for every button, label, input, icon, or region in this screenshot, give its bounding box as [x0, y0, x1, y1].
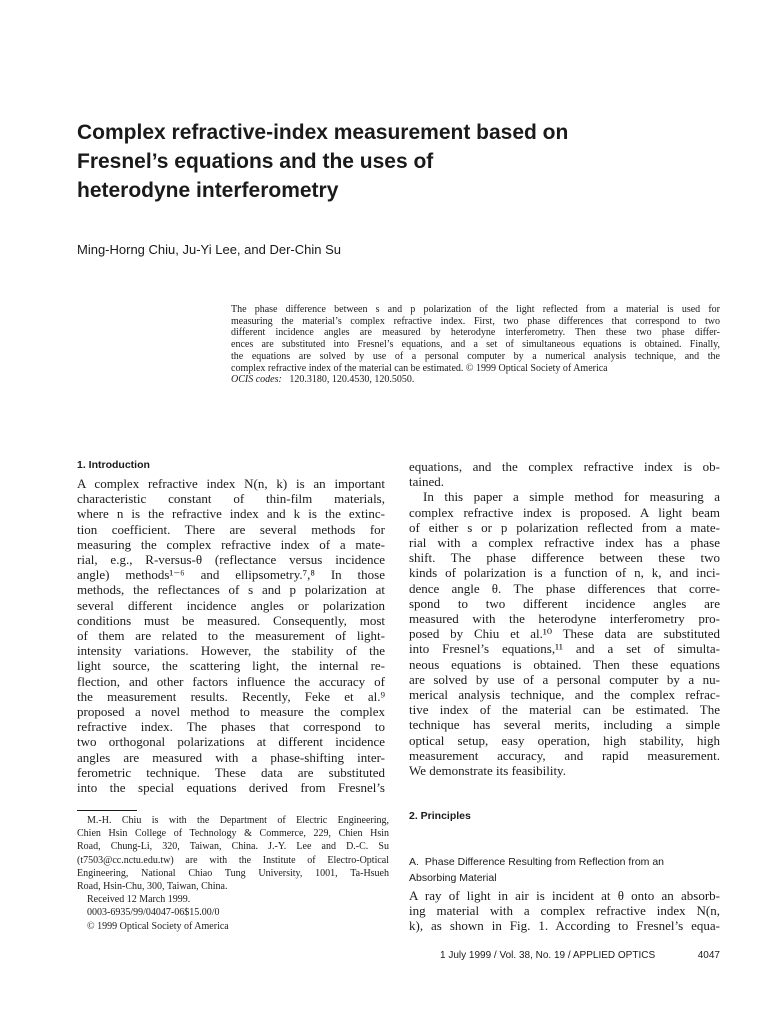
text-line: tive index of the material can be estimated. The [409, 702, 720, 718]
subsection-title-line [409, 856, 664, 868]
text-line: flection, and other factors influence the accuracy of [77, 673, 385, 689]
text-line: A complex refractive index N(n, k) is an important [77, 476, 385, 491]
text-line: optical setup, easy operation, high stability, high [409, 732, 720, 748]
left-column [77, 459, 385, 795]
title-line: Complex refractive-index measurement based on [77, 121, 569, 144]
text-line: In this paper a simple method for measuring a [423, 489, 720, 505]
text-line: measured with the heterodyne interferometry pro- [409, 611, 720, 627]
ocis-label: OCIS codes: [231, 374, 282, 386]
text-line: light source, the scattering light, the internal re- [77, 658, 385, 674]
subsection-title-line: Absorbing Material [409, 872, 497, 884]
author-affiliation-footnote [77, 814, 389, 933]
subsection-prefix: A. [409, 856, 419, 868]
text-line: merical analysis technique, and the complex refrac- [409, 687, 720, 703]
footnote-line: M.-H. Chiu is with the Department of Electric Engineering, [87, 815, 389, 826]
page-footer [440, 950, 720, 961]
introduction-paragraph-2 [409, 489, 720, 778]
text-line: tion coefficient. There are several methods for [77, 521, 385, 537]
text-line: rial, e.g., R-versus-θ (reflectance versus incidence [77, 552, 385, 568]
text-line: technique has several merits, including a simple [409, 717, 720, 733]
abstract-text [231, 304, 720, 374]
article-code: 0003-6935/99/04047-06$15.00/0 [87, 907, 220, 919]
text-line: neous equations is obtained. Then these equations [409, 656, 720, 672]
text-line: ing material with a complex refractive index N(n, [409, 903, 720, 919]
subsection-heading [409, 854, 720, 886]
abstract [231, 304, 720, 386]
text-line: measuring the complex refractive index of a mate- [77, 536, 385, 552]
footnote-line: Engineering, National Chiao Tung University, 1001, Ta-Hsueh [77, 867, 389, 879]
text-line: several different incidence angles or polarization [77, 597, 385, 613]
section-heading-principles: 2. Principles [409, 810, 471, 822]
principles-paragraph [409, 888, 720, 934]
text-line: spond to two different incidence angles are [409, 595, 720, 611]
author-list: Ming-Horng Chiu, Ju-Yi Lee, and Der-Chin Su [77, 242, 341, 257]
text-line: into the special equations derived from Fresnel’s [77, 780, 385, 796]
text-line: conditions must be measured. Consequently, most [77, 612, 385, 628]
text-line: into Fresnel’s equations,¹¹ and a set of simulta- [409, 641, 720, 657]
text-line: measurement accuracy, and rapid measurement. [409, 747, 720, 763]
ocis-values: 120.3180, 120.4530, 120.5050. [289, 374, 415, 386]
right-column [409, 459, 720, 778]
title-line: heterodyne interferometry [77, 179, 339, 202]
page-number: 4047 [697, 950, 720, 961]
text-line: the measurement results. Recently, Feke et al.⁹ [77, 688, 385, 704]
text-line: A ray of light in air is incident at θ onto an absorb- [409, 888, 720, 903]
article-title [77, 118, 697, 205]
text-line: proposed a novel method to measure the complex [77, 704, 385, 720]
abstract-line: different incidence angles are measured by heterodyne interferometry. Then these two phase differ- [231, 327, 720, 339]
text-line: rial with a complex refractive index has a phase [409, 535, 720, 551]
text-line: of them are related to the measurement of light- [77, 628, 385, 644]
text-line: refractive index. The phases that correspond to [77, 719, 385, 735]
introduction-continuation [409, 459, 720, 489]
text-line: tained. [409, 474, 445, 490]
text-line: equations, and the complex refractive index is ob- [409, 459, 720, 474]
footnote-line: Chien Hsin College of Technology & Commerce, 229, Chien Hsin [77, 828, 389, 840]
footnote-line: Road, Chung-Li, 320, Taiwan, China. J.-Y. Lee and D.-C. Su [77, 841, 389, 853]
abstract-line: ences are substituted into Fresnel’s equations, and a set of simultaneous equations is obtained. Finally, [231, 339, 720, 351]
text-line: posed by Chiu et al.¹⁰ These data are substituted [409, 626, 720, 642]
text-line: two orthogonal polarizations at different incidence [77, 734, 385, 750]
text-line: k), as shown in Fig. 1. According to Fresnel’s equa- [409, 918, 720, 934]
text-line: of either s or p polarization reflected from a mate- [409, 519, 720, 535]
text-line: are solved by use of a personal computer by a nu- [409, 671, 720, 687]
text-line: angle) methods¹⁻⁶ and ellipsometry.⁷,⁸ In those [77, 567, 385, 583]
text-line: dence angle θ. The phase differences that corre- [409, 580, 720, 596]
text-line: complex refractive index is proposed. A light beam [409, 504, 720, 520]
subsection-title: Phase Difference Resulting from Reflection from an [424, 856, 665, 868]
abstract-line: measuring the material’s complex refractive index. First, two phase differences that correspond to two [231, 315, 720, 327]
text-line: shift. The phase difference between these two [409, 550, 720, 566]
text-line: methods, the reflectances of s and p polarization at [77, 582, 385, 598]
footnote-divider [77, 810, 137, 811]
abstract-line: complex refractive index of the material can be estimated. © 1999 Optical Society of America [231, 362, 608, 374]
introduction-paragraph [77, 476, 385, 795]
text-line: intensity variations. However, the stability of the [77, 643, 385, 659]
received-date: Received 12 March 1999. [87, 894, 191, 906]
running-head: 1 July 1999 / Vol. 38, No. 19 / APPLIED OPTICS [440, 950, 656, 961]
footnote-line: Road, Hsin-Chu, 300, Taiwan, China. [77, 881, 228, 893]
text-line: We demonstrate its feasibility. [409, 763, 566, 779]
text-line: kinds of polarization is a function of n, k, and inci- [409, 565, 720, 581]
abstract-line: the equations are solved by use of a personal computer by a numerical analysis technique, and the [231, 350, 720, 362]
title-line: Fresnel’s equations and the uses of [77, 150, 434, 173]
footnote-line: (t7503@cc.nctu.edu.tw) are with the Institute of Electro-Optical [77, 854, 389, 866]
ocis-codes [231, 374, 720, 386]
abstract-line: The phase difference between s and p polarization of the light reflected from a material is used for [231, 304, 720, 315]
text-line: angles are measured with a phase-shifting inter- [77, 749, 385, 765]
section-heading-introduction: 1. Introduction [77, 459, 150, 471]
copyright-notice: © 1999 Optical Society of America [87, 920, 229, 932]
text-line: characteristic constant of thin-film materials, [77, 491, 385, 507]
text-line: where n is the refractive index and k is the extinc- [77, 506, 385, 522]
text-line: ferometric technique. These data are substituted [77, 764, 385, 780]
